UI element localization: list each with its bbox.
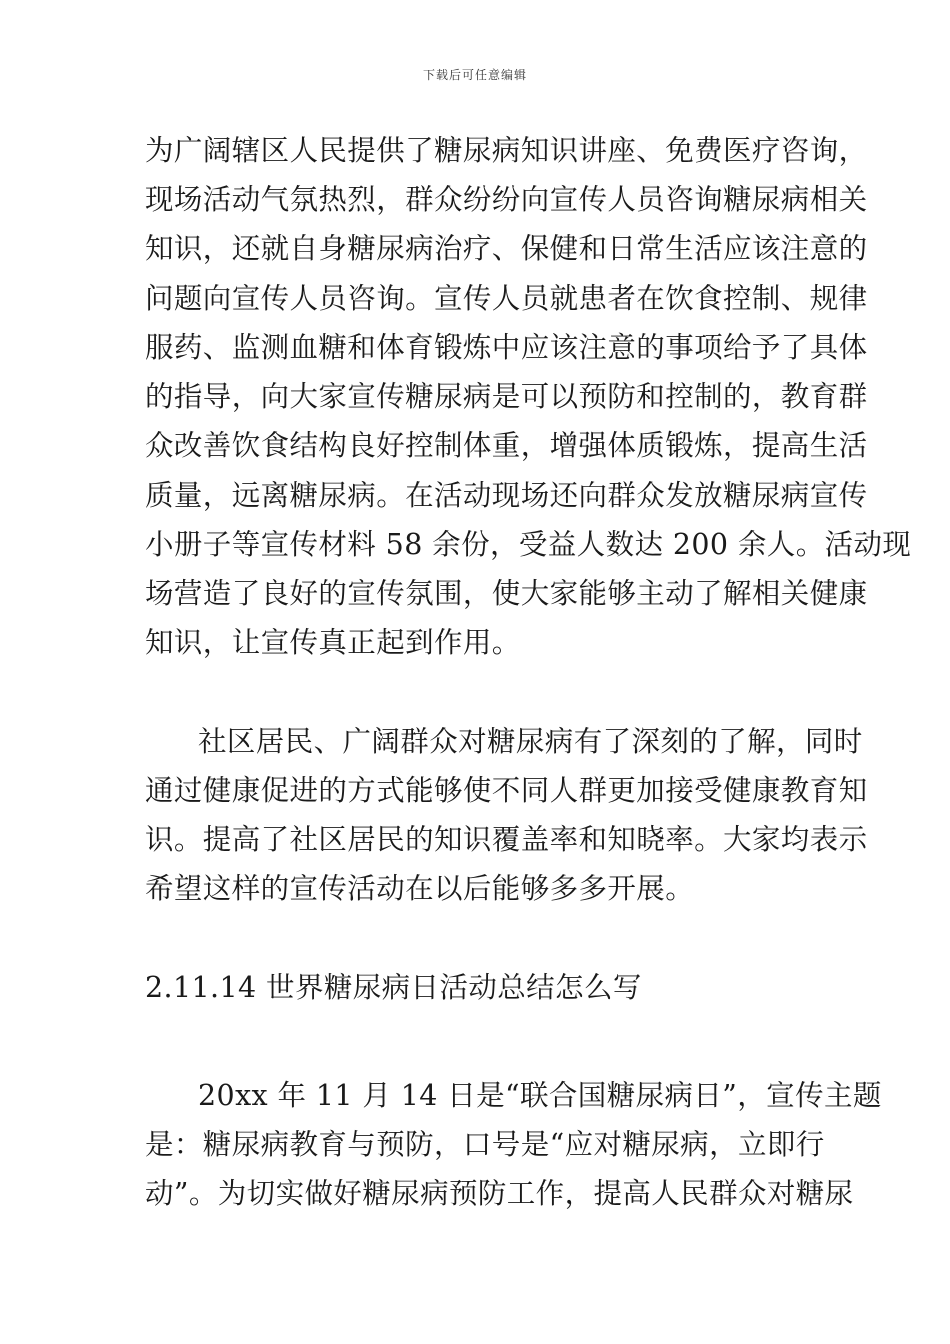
paragraph-1-line: 现场活动气氛热烈，群众纷纷向宣传人员咨询糖尿病相关 [145,183,868,216]
paragraph-1-line: 为广阔辖区人民提供了糖尿病知识讲座、免费医疗咨询， [145,134,868,167]
paragraph-1-line: 服药、监测血糖和体育锻炼中应该注意的事项给予了具体 [145,331,868,364]
paragraph-2-line: 识。提高了社区居民的知识覆盖率和知晓率。大家均表示 [145,823,868,856]
paragraph-3-line: 20xx 年 11 月 14 日是“联合国糖尿病日”，宣传主题 [198,1079,882,1112]
paragraph-1-line: 知识，让宣传真正起到作用。 [145,626,521,659]
paragraph-2-line: 希望这样的宣传活动在以后能够多多开展。 [145,872,695,905]
paragraph-2-line: 通过健康促进的方式能够使不同人群更加接受健康教育知 [145,774,868,807]
paragraph-1-line: 知识，还就自身糖尿病治疗、保健和日常生活应该注意的 [145,232,868,265]
paragraph-2-line: 社区居民、广阔群众对糖尿病有了深刻的了解，同时 [198,725,863,758]
paragraph-1-line: 小册子等宣传材料 58 余份，受益人数达 200 余人。活动现 [145,528,912,561]
paragraph-1-line: 众改善饮食结构良好控制体重，增强体质锻炼，提高生活 [145,429,868,462]
paragraph-1-line: 的指导，向大家宣传糖尿病是可以预防和控制的，教育群 [145,380,868,413]
page-header: 下载后可任意编辑 [422,68,527,82]
paragraph-3-line: 动”。为切实做好糖尿病预防工作，提高人民群众对糖尿 [145,1177,854,1210]
paragraph-1-line: 质量，远离糖尿病。在活动现场还向群众发放糖尿病宣传 [145,479,868,512]
paragraph-1-line: 场营造了良好的宣传氛围，使大家能够主动了解相关健康 [145,577,868,610]
paragraph-1-line: 问题向宣传人员咨询。宣传人员就患者在饮食控制、规律 [145,282,868,315]
section-heading: 2.11.14 世界糖尿病日活动总结怎么写 [145,971,642,1004]
paragraph-3-line: 是：糖尿病教育与预防，口号是“应对糖尿病，立即行 [145,1128,825,1161]
